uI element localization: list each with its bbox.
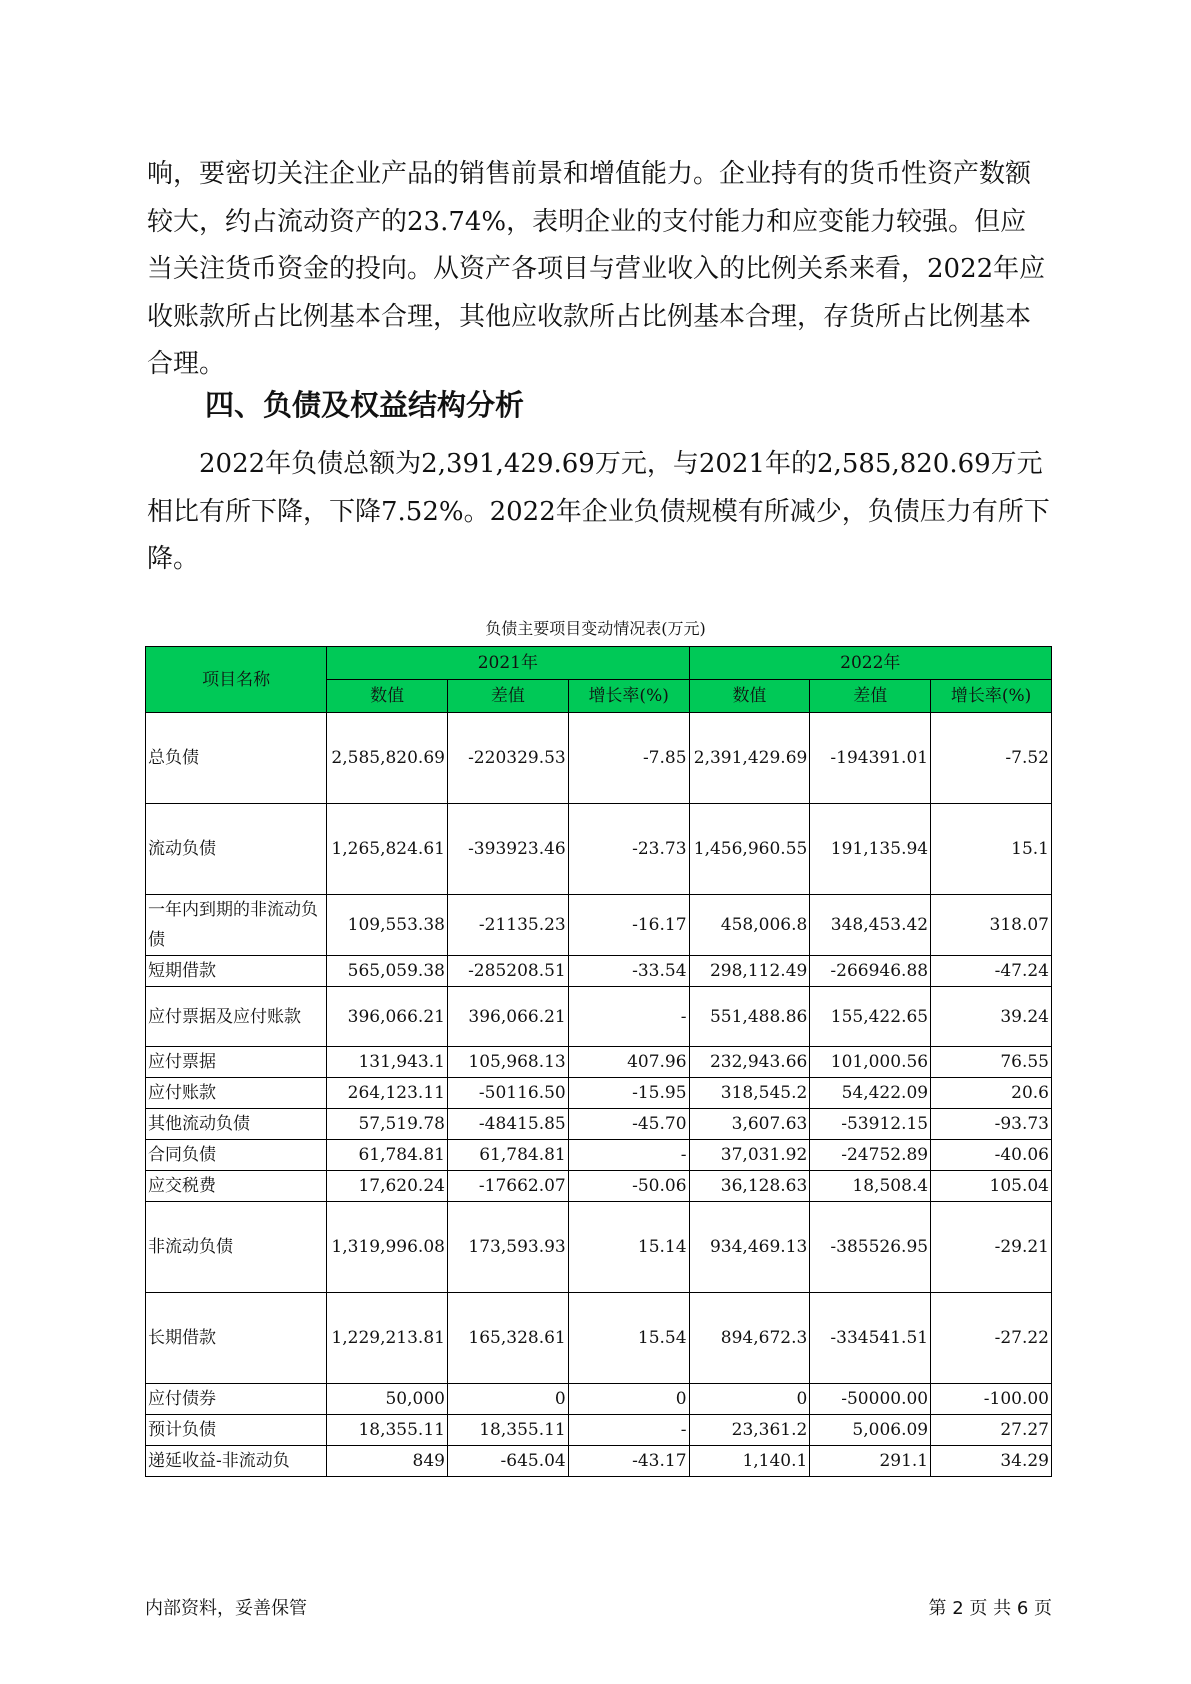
cell-value-2022: 551,488.86 xyxy=(689,987,810,1047)
row-item-name: 非流动负债 xyxy=(146,1202,327,1293)
row-item-name: 预计负债 xyxy=(146,1415,327,1446)
cell-growth-2021: - xyxy=(568,1415,689,1446)
intro-paragraph: 响，要密切关注企业产品的销售前景和增值能力。企业持有的货币性资产数额较大，约占流动资产的23.74%，表明企业的支付能力和应变能力较强。但应当关注货币资金的投向。从资产各项目与营业收入的比例关系来看，2022年应收账款所占比例基本合理，其他应收款所占比例基本合理，存货所占比例基本合理。 xyxy=(147,159,1046,379)
cell-diff-2021: -50116.50 xyxy=(447,1078,568,1109)
cell-growth-2022: 105.04 xyxy=(931,1171,1052,1202)
cell-growth-2021: -33.54 xyxy=(568,956,689,987)
cell-growth-2021: 0 xyxy=(568,1384,689,1415)
cell-value-2022: 3,607.63 xyxy=(689,1109,810,1140)
table-header-row-years xyxy=(146,647,1052,680)
section-heading: 四、负债及权益结构分析 xyxy=(205,388,525,422)
cell-growth-2021: 15.54 xyxy=(568,1293,689,1384)
table-row xyxy=(146,956,1052,987)
table-row xyxy=(146,895,1052,956)
table-row xyxy=(146,1202,1052,1293)
cell-value-2021: 18,355.11 xyxy=(327,1415,448,1446)
table-row xyxy=(146,1171,1052,1202)
cell-value-2022: 23,361.2 xyxy=(689,1415,810,1446)
liability-summary-paragraph: 2022年负债总额为2,391,429.69万元，与2021年的2,585,820.69万元相比有所下降，下降7.52%。2022年企业负债规模有所减少，负债压力有所下降。 xyxy=(147,449,1050,574)
cell-diff-2022: -266946.88 xyxy=(810,956,931,987)
cell-value-2022: 934,469.13 xyxy=(689,1202,810,1293)
cell-diff-2021: 0 xyxy=(447,1384,568,1415)
cell-value-2021: 1,229,213.81 xyxy=(327,1293,448,1384)
header-diff: 差值 xyxy=(810,680,931,713)
cell-diff-2021: -220329.53 xyxy=(447,713,568,804)
cell-diff-2022: -53912.15 xyxy=(810,1109,931,1140)
footer-confidential: 内部资料，妥善保管 xyxy=(145,1598,307,1619)
cell-growth-2022: -7.52 xyxy=(931,713,1052,804)
cell-diff-2022: 5,006.09 xyxy=(810,1415,931,1446)
cell-growth-2022: 39.24 xyxy=(931,987,1052,1047)
cell-growth-2021: -50.06 xyxy=(568,1171,689,1202)
cell-growth-2022: -100.00 xyxy=(931,1384,1052,1415)
row-item-name: 应交税费 xyxy=(146,1171,327,1202)
table-caption: 负债主要项目变动情况表(万元) xyxy=(485,619,706,638)
cell-diff-2022: -24752.89 xyxy=(810,1140,931,1171)
cell-value-2021: 57,519.78 xyxy=(327,1109,448,1140)
cell-value-2022: 1,140.1 xyxy=(689,1446,810,1477)
header-growth: 增长率(%) xyxy=(931,680,1052,713)
cell-growth-2021: 407.96 xyxy=(568,1047,689,1078)
cell-diff-2022: 291.1 xyxy=(810,1446,931,1477)
liability-table xyxy=(145,646,1052,1477)
cell-diff-2022: -334541.51 xyxy=(810,1293,931,1384)
header-value: 数值 xyxy=(689,680,810,713)
table-row xyxy=(146,1415,1052,1446)
cell-diff-2021: -285208.51 xyxy=(447,956,568,987)
cell-diff-2021: 165,328.61 xyxy=(447,1293,568,1384)
header-year-2022: 2022年 xyxy=(689,647,1051,680)
cell-diff-2022: 101,000.56 xyxy=(810,1047,931,1078)
cell-diff-2021: -17662.07 xyxy=(447,1171,568,1202)
cell-value-2021: 61,784.81 xyxy=(327,1140,448,1171)
cell-value-2021: 2,585,820.69 xyxy=(327,713,448,804)
cell-diff-2021: -645.04 xyxy=(447,1446,568,1477)
cell-diff-2022: 54,422.09 xyxy=(810,1078,931,1109)
cell-value-2022: 894,672.3 xyxy=(689,1293,810,1384)
cell-diff-2021: -48415.85 xyxy=(447,1109,568,1140)
table-row xyxy=(146,1384,1052,1415)
row-item-name: 流动负债 xyxy=(146,804,327,895)
cell-value-2022: 1,456,960.55 xyxy=(689,804,810,895)
table-row xyxy=(146,1109,1052,1140)
cell-growth-2021: 15.14 xyxy=(568,1202,689,1293)
cell-growth-2022: 76.55 xyxy=(931,1047,1052,1078)
cell-value-2022: 0 xyxy=(689,1384,810,1415)
cell-value-2021: 396,066.21 xyxy=(327,987,448,1047)
row-item-name: 一年内到期的非流动负债 xyxy=(146,895,327,956)
cell-value-2021: 565,059.38 xyxy=(327,956,448,987)
cell-value-2021: 131,943.1 xyxy=(327,1047,448,1078)
cell-diff-2022: 155,422.65 xyxy=(810,987,931,1047)
cell-diff-2021: 105,968.13 xyxy=(447,1047,568,1078)
cell-value-2022: 232,943.66 xyxy=(689,1047,810,1078)
cell-growth-2021: - xyxy=(568,1140,689,1171)
cell-growth-2021: - xyxy=(568,987,689,1047)
cell-growth-2022: 15.1 xyxy=(931,804,1052,895)
header-item-name: 项目名称 xyxy=(146,647,327,713)
cell-diff-2022: -50000.00 xyxy=(810,1384,931,1415)
cell-growth-2022: -27.22 xyxy=(931,1293,1052,1384)
row-item-name: 合同负债 xyxy=(146,1140,327,1171)
cell-growth-2021: -15.95 xyxy=(568,1078,689,1109)
cell-growth-2021: -16.17 xyxy=(568,895,689,956)
cell-diff-2022: -194391.01 xyxy=(810,713,931,804)
table-row xyxy=(146,1078,1052,1109)
cell-value-2022: 458,006.8 xyxy=(689,895,810,956)
cell-value-2021: 50,000 xyxy=(327,1384,448,1415)
cell-growth-2021: -43.17 xyxy=(568,1446,689,1477)
cell-value-2022: 36,128.63 xyxy=(689,1171,810,1202)
row-item-name: 其他流动负债 xyxy=(146,1109,327,1140)
row-item-name: 递延收益-非流动负 xyxy=(146,1446,327,1477)
cell-value-2021: 264,123.11 xyxy=(327,1078,448,1109)
header-growth: 增长率(%) xyxy=(568,680,689,713)
cell-diff-2022: 348,453.42 xyxy=(810,895,931,956)
cell-diff-2022: 18,508.4 xyxy=(810,1171,931,1202)
cell-growth-2021: -23.73 xyxy=(568,804,689,895)
row-item-name: 应付票据及应付账款 xyxy=(146,987,327,1047)
row-item-name: 长期借款 xyxy=(146,1293,327,1384)
table-row xyxy=(146,1047,1052,1078)
header-diff: 差值 xyxy=(447,680,568,713)
cell-growth-2022: -29.21 xyxy=(931,1202,1052,1293)
cell-growth-2021: -7.85 xyxy=(568,713,689,804)
cell-value-2022: 298,112.49 xyxy=(689,956,810,987)
table-row xyxy=(146,1293,1052,1384)
table-body xyxy=(146,713,1052,1477)
cell-value-2022: 2,391,429.69 xyxy=(689,713,810,804)
cell-value-2022: 318,545.2 xyxy=(689,1078,810,1109)
header-year-2021: 2021年 xyxy=(327,647,689,680)
cell-value-2021: 109,553.38 xyxy=(327,895,448,956)
row-item-name: 应付债券 xyxy=(146,1384,327,1415)
row-item-name: 总负债 xyxy=(146,713,327,804)
cell-growth-2022: 318.07 xyxy=(931,895,1052,956)
cell-value-2021: 1,319,996.08 xyxy=(327,1202,448,1293)
table-row xyxy=(146,713,1052,804)
row-item-name: 应付账款 xyxy=(146,1078,327,1109)
cell-diff-2021: -393923.46 xyxy=(447,804,568,895)
cell-growth-2021: -45.70 xyxy=(568,1109,689,1140)
cell-growth-2022: 20.6 xyxy=(931,1078,1052,1109)
footer-page-number: 第 2 页 共 6 页 xyxy=(928,1598,1052,1619)
header-value: 数值 xyxy=(327,680,448,713)
cell-diff-2021: 173,593.93 xyxy=(447,1202,568,1293)
table-row xyxy=(146,1140,1052,1171)
cell-diff-2021: -21135.23 xyxy=(447,895,568,956)
cell-growth-2022: -47.24 xyxy=(931,956,1052,987)
cell-value-2022: 37,031.92 xyxy=(689,1140,810,1171)
table-row xyxy=(146,1446,1052,1477)
cell-growth-2022: -40.06 xyxy=(931,1140,1052,1171)
cell-diff-2021: 18,355.11 xyxy=(447,1415,568,1446)
cell-diff-2022: -385526.95 xyxy=(810,1202,931,1293)
row-item-name: 短期借款 xyxy=(146,956,327,987)
cell-diff-2021: 61,784.81 xyxy=(447,1140,568,1171)
cell-growth-2022: 34.29 xyxy=(931,1446,1052,1477)
cell-diff-2021: 396,066.21 xyxy=(447,987,568,1047)
table-row xyxy=(146,987,1052,1047)
cell-value-2021: 849 xyxy=(327,1446,448,1477)
cell-value-2021: 1,265,824.61 xyxy=(327,804,448,895)
cell-diff-2022: 191,135.94 xyxy=(810,804,931,895)
cell-value-2021: 17,620.24 xyxy=(327,1171,448,1202)
row-item-name: 应付票据 xyxy=(146,1047,327,1078)
cell-growth-2022: -93.73 xyxy=(931,1109,1052,1140)
cell-growth-2022: 27.27 xyxy=(931,1415,1052,1446)
table-row xyxy=(146,804,1052,895)
